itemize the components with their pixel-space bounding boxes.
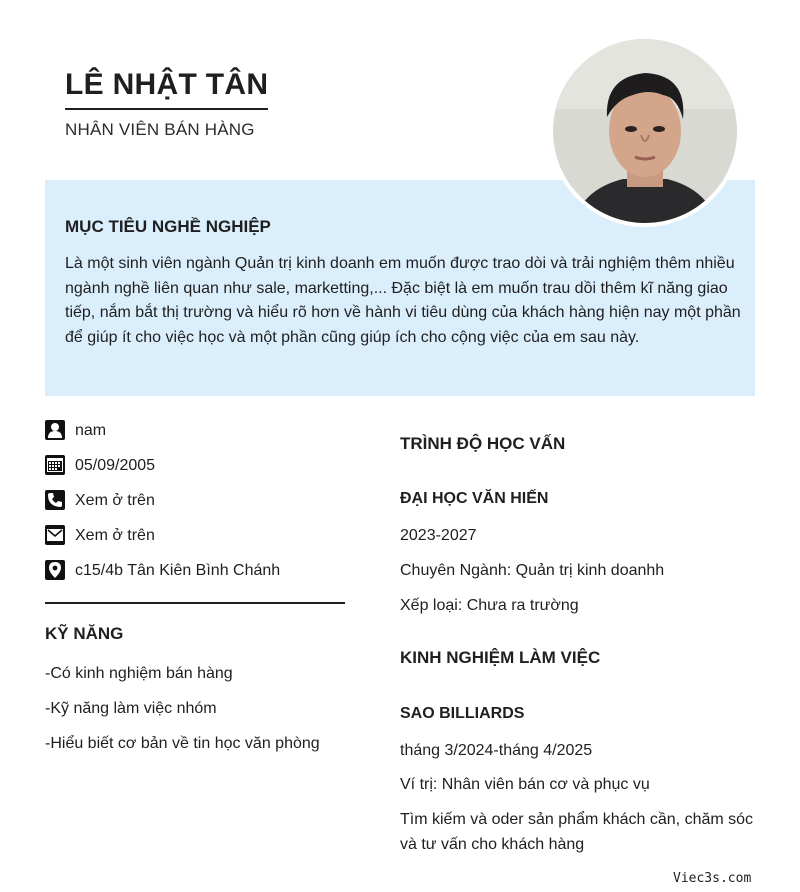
education-school: ĐẠI HỌC VĂN HIẾN bbox=[400, 490, 549, 507]
experience-period: tháng 3/2024-tháng 4/2025 bbox=[400, 742, 593, 759]
email-text: Xem ở trên bbox=[75, 527, 155, 544]
calendar-icon bbox=[45, 455, 65, 475]
experience-position: Ví trị: Nhân viên bán cơ và phục vụ bbox=[400, 776, 650, 793]
experience-description: Tìm kiếm và oder sản phẩm khách cần, chăm sóc và tư vấn cho khách hàng bbox=[400, 811, 754, 853]
mail-icon bbox=[45, 525, 65, 545]
phone-text: Xem ở trên bbox=[75, 492, 155, 509]
education-major: Chuyên Ngành: Quản trị kinh doanhh bbox=[400, 562, 665, 579]
address-row bbox=[45, 560, 345, 595]
phone-row bbox=[45, 490, 345, 525]
skill-item: -Có kinh nghiệm bán hàng bbox=[45, 665, 233, 682]
avatar-photo bbox=[549, 35, 741, 227]
experience-company: SAO BILLIARDS bbox=[400, 705, 525, 722]
job-title: NHÂN VIÊN BÁN HÀNG bbox=[65, 120, 255, 139]
candidate-name: LÊ NHẬT TÂN bbox=[65, 68, 268, 110]
gender-row bbox=[45, 420, 345, 455]
skills-heading: KỸ NĂNG bbox=[45, 624, 124, 643]
address-text: c15/4b Tân Kiên Bình Chánh bbox=[75, 562, 281, 579]
objective-text: Là một sinh viên ngành Quản trị kinh doanh em muốn được trao dòi và trải nghiệm thêm nhiều ngành nghề liên quan như sale, marketting,... Đặc biệt là em muốn trau dồi thêm kĩ năng giao tiếp, nắm bắt thị trường và hiểu rõ hơn về hành vi tiêu dùng của khách hàng hiện nay một phần để giúp ít cho việc học và một phần cũng giúp ích cho cộng việc của em sau này. bbox=[65, 255, 741, 346]
person-icon bbox=[45, 420, 65, 440]
contact-info bbox=[45, 420, 345, 595]
education-period: 2023-2027 bbox=[400, 527, 477, 544]
skill-item: -Hiểu biết cơ bản về tin học văn phòng bbox=[45, 735, 320, 752]
watermark: Viec3s.com bbox=[673, 871, 752, 886]
birthday-text: 05/09/2005 bbox=[75, 457, 156, 474]
education-rank: Xếp loại: Chưa ra trường bbox=[400, 597, 579, 614]
email-row bbox=[45, 525, 345, 560]
birthday-row bbox=[45, 455, 345, 490]
objective-heading: MỤC TIÊU NGHỀ NGHIỆP bbox=[65, 217, 271, 236]
left-divider bbox=[45, 602, 345, 604]
gender-text: nam bbox=[75, 422, 107, 439]
skill-item: -Kỹ năng làm việc nhóm bbox=[45, 700, 217, 717]
phone-icon bbox=[45, 490, 65, 510]
avatar-illustration bbox=[553, 39, 737, 223]
location-pin-icon bbox=[45, 560, 65, 580]
education-heading: TRÌNH ĐỘ HỌC VẤN bbox=[400, 434, 566, 453]
experience-heading: KINH NGHIỆM LÀM VIỆC bbox=[400, 648, 601, 667]
